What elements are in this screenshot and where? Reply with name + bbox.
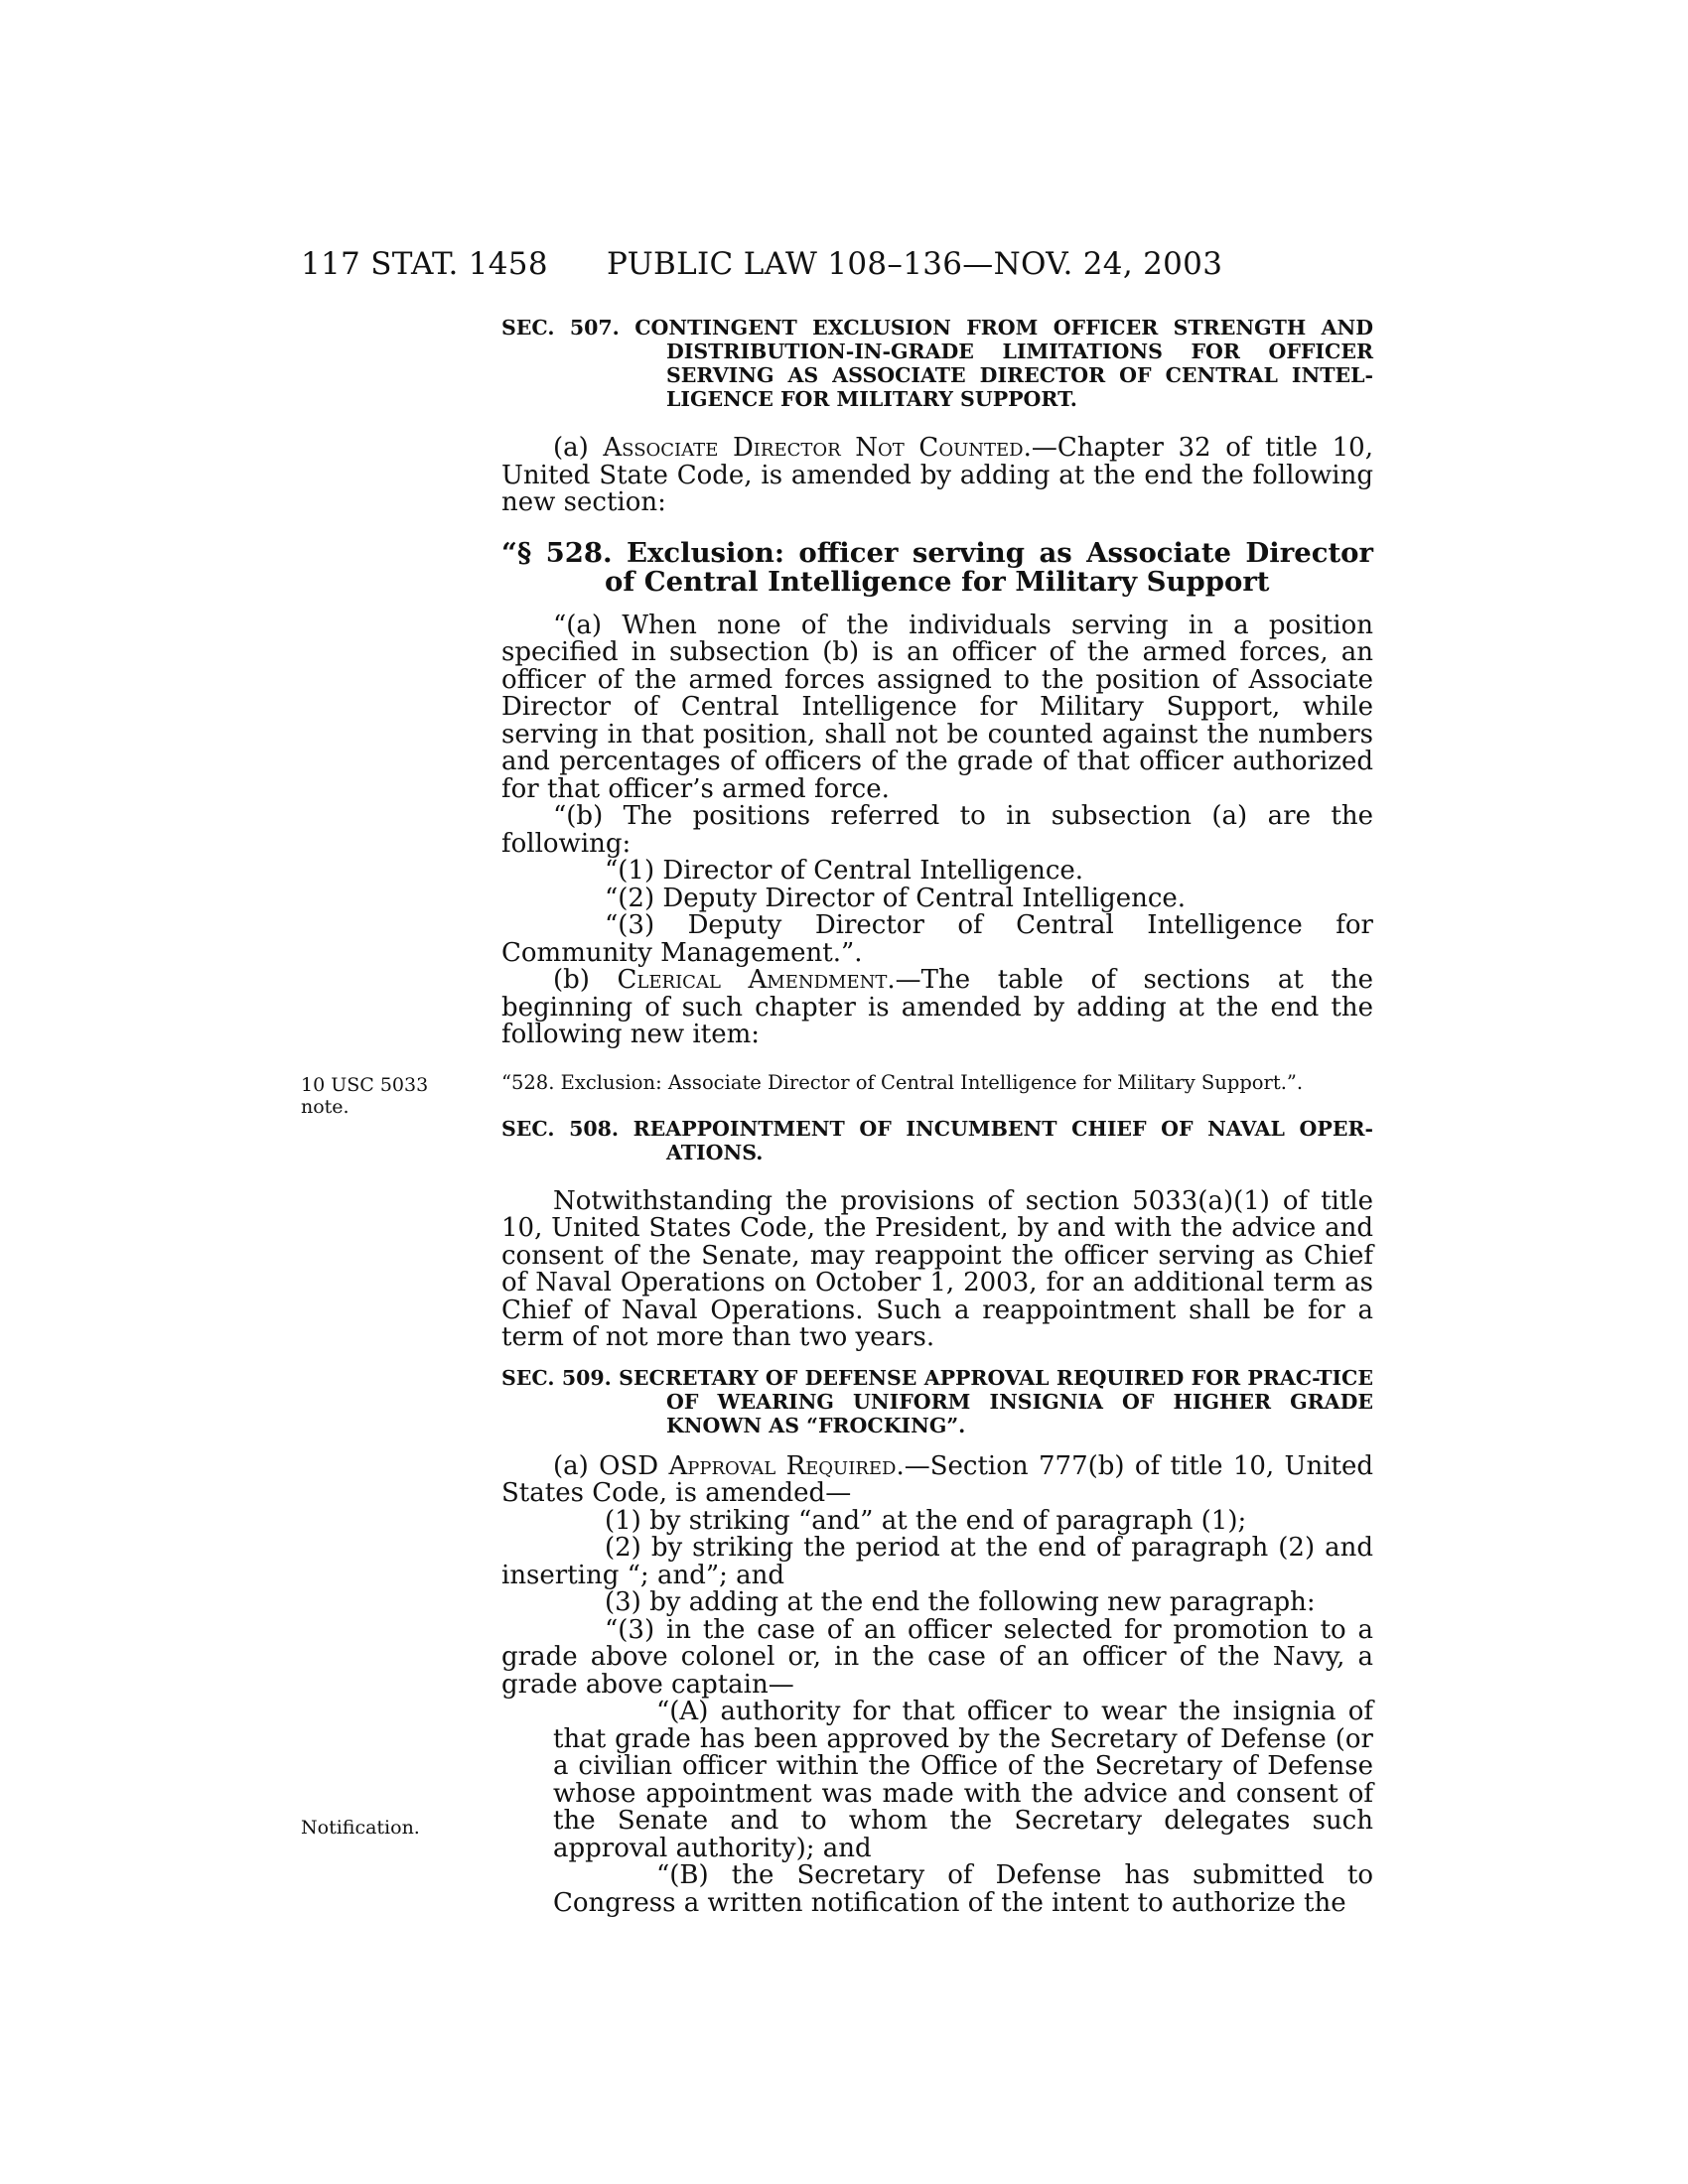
subsection-caption: Associate Director Not Counted <box>603 433 1024 463</box>
table-of-sections-item: “528. Exclusion: Associate Director of Central Intelligence for Military Support.”. <box>501 1070 1304 1094</box>
amendment-paragraph-2: (2) by striking the period at the end of paragraph (2) and inserting “; and”; and <box>501 1533 1373 1590</box>
position-item-2: “(2) Deputy Director of Central Intelligence. <box>605 883 1187 913</box>
statute-page-number: 117 STAT. 1458 <box>301 246 548 282</box>
position-item-1: “(1) Director of Central Intelligence. <box>605 856 1084 886</box>
position-item-3: “(3) Deputy Director of Central Intelligence for Community Management.”. <box>501 910 1373 968</box>
quoted-paragraph-3: “(3) in the case of an officer selected for promotion to a grade above colonel or, in the case of an officer of the Navy, a grade above captain— <box>501 1614 1373 1700</box>
subsection-text: .—The table of sections at the beginning of such chapter is amended by adding at the end the following new item: <box>501 965 1373 1049</box>
section-507-subsection-b <box>501 967 1373 1049</box>
subsection-label: (b) <box>553 965 618 995</box>
amendment-paragraph-1: (1) by striking “and” at the end of paragraph (1); <box>605 1505 1247 1536</box>
margin-note-usc-line1: 10 USC 5033 <box>301 1074 429 1096</box>
section-509-subsection-a <box>501 1450 1373 1508</box>
new-section-subsection-a: “(a) When none of the individuals serving in a position specified in subsection (b) is an officer of the armed forces, an officer of the armed forces assigned to the position of Associate Director of Central Intelligence for Military Support, while serving in that position, shall not be counted against the numbers and percentages of officers of the grade of that officer authorized for that officer’s armed force. <box>501 610 1373 804</box>
section-508-heading: SEC. 508. REAPPOINTMENT OF INCUMBENT CHIEF OF NAVAL OPER-ATIONS. <box>501 1116 1373 1164</box>
margin-note-notification: Notification. <box>301 1817 420 1839</box>
subsection-label: (a) <box>553 433 604 463</box>
public-law-title: PUBLIC LAW 108–136—NOV. 24, 2003 <box>607 246 1223 282</box>
subsection-caption: Approval Required <box>668 1450 897 1481</box>
document-body <box>501 316 1373 1917</box>
new-section-subsection-b: “(b) The positions referred to in subsection (a) are the following: <box>501 801 1373 859</box>
section-509-heading: SEC. 509. SECRETARY OF DEFENSE APPROVAL REQUIRED FOR PRAC-TICE OF WEARING UNIFORM INSIGNIA OF HIGHER GRADE KNOWN AS “FROCKING”. <box>501 1365 1373 1437</box>
margin-note-usc <box>301 1074 428 1118</box>
new-section-528-heading: “§ 528. Exclusion: officer serving as Associate Director of Central Intelligence for Military Support <box>501 536 1373 598</box>
quoted-subparagraph-b: “(B) the Secretary of Defense has submitted to Congress a written notification of the intent to authorize the <box>553 1860 1373 1918</box>
subsection-text: .—Section 777(b) of title 10, United States Code, is amended— <box>501 1450 1373 1508</box>
quoted-subparagraph-a: “(A) authority for that officer to wear the insignia of that grade has been approved by the Secretary of Defense (or a civilian officer within the Office of the Secretary of Defense whose appointment was made with the advice and consent of the Senate and to whom the Secretary delegates such approval authority); and <box>553 1697 1373 1863</box>
amendment-paragraph-3: (3) by adding at the end the following new paragraph: <box>605 1587 1316 1617</box>
margin-note-usc-line2: note. <box>301 1096 350 1118</box>
subsection-text: .—Chapter 32 of title 10, United State Code, is amended by adding at the end the following new section: <box>501 433 1373 517</box>
subsection-label: (a) OSD <box>553 1450 669 1481</box>
section-508-text: Notwithstanding the provisions of section 5033(a)(1) of title 10, United States Code, the President, by and with the advice and consent of the Senate, may reappoint the officer serving as Chief of Naval Operations on October 1, 2003, for an additional term as Chief of Naval Operations. Such a reappointment shall be for a term of not more than two years. <box>501 1185 1373 1352</box>
subsection-caption: Clerical Amendment <box>617 965 888 995</box>
section-507-subsection-a <box>501 435 1373 517</box>
section-507-heading: SEC. 507. CONTINGENT EXCLUSION FROM OFFICER STRENGTH AND DISTRIBUTION-IN-GRADE LIMITATIONS FOR OFFICER SERVING AS ASSOCIATE DIRECTOR OF CENTRAL INTEL-LIGENCE FOR MILITARY SUPPORT. <box>501 316 1373 411</box>
